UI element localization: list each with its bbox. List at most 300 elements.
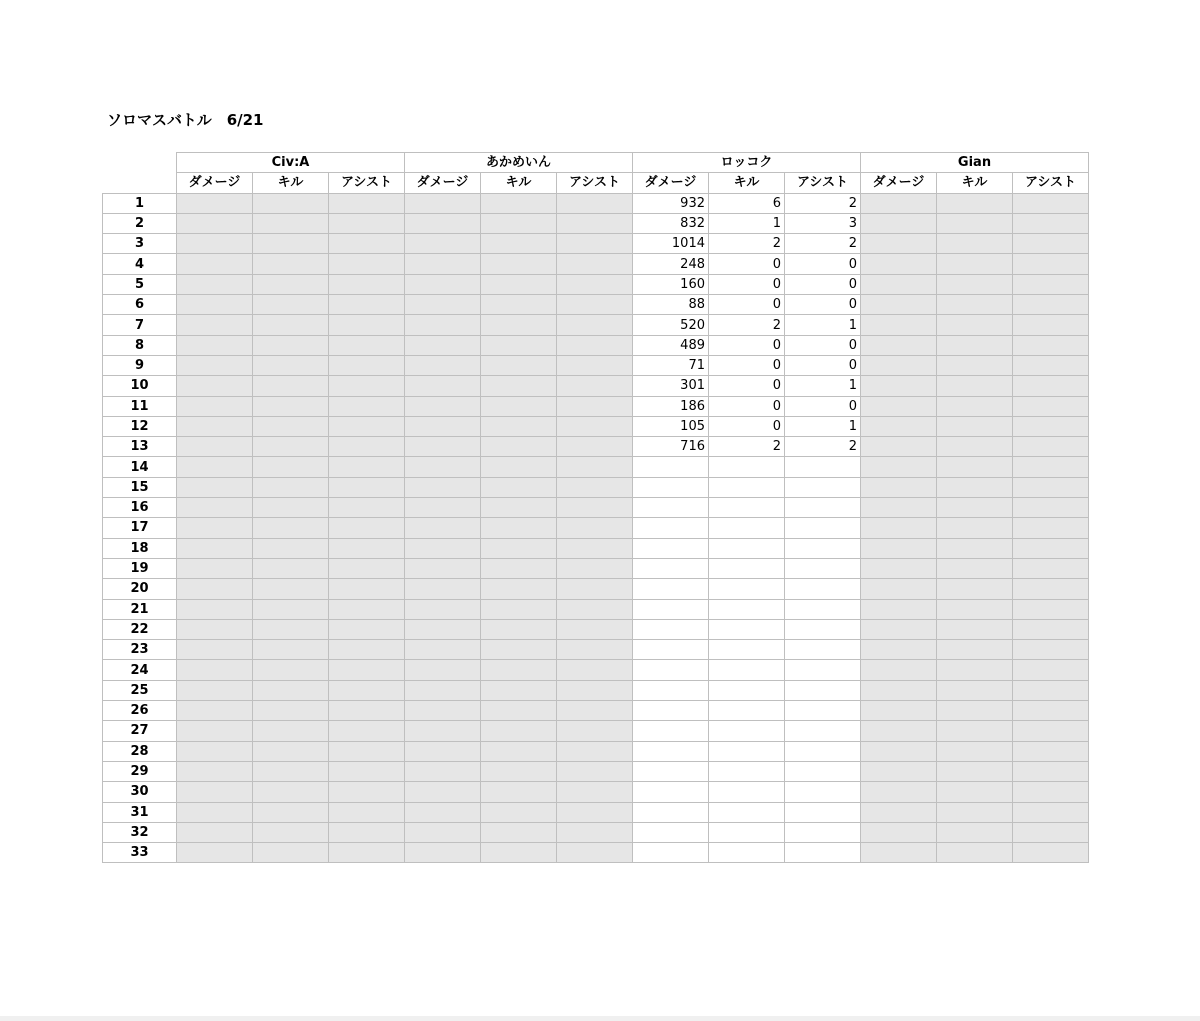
cell-shaded[interactable] — [861, 457, 937, 477]
cell-shaded[interactable] — [405, 579, 481, 599]
cell-assist[interactable]: 1 — [785, 315, 861, 335]
cell-shaded[interactable] — [861, 416, 937, 436]
cell-shaded[interactable] — [481, 761, 557, 781]
cell-shaded[interactable] — [405, 315, 481, 335]
cell-damage[interactable]: 301 — [633, 376, 709, 396]
cell-assist[interactable] — [785, 843, 861, 863]
cell-shaded[interactable] — [481, 599, 557, 619]
cell-shaded[interactable] — [481, 843, 557, 863]
cell-shaded[interactable] — [253, 498, 329, 518]
cell-shaded[interactable] — [177, 761, 253, 781]
cell-shaded[interactable] — [937, 416, 1013, 436]
cell-shaded[interactable] — [1013, 660, 1089, 680]
cell-shaded[interactable] — [1013, 254, 1089, 274]
cell-shaded[interactable] — [253, 721, 329, 741]
cell-shaded[interactable] — [937, 213, 1013, 233]
cell-shaded[interactable] — [937, 295, 1013, 315]
cell-shaded[interactable] — [329, 701, 405, 721]
cell-shaded[interactable] — [1013, 579, 1089, 599]
cell-damage[interactable] — [633, 782, 709, 802]
cell-shaded[interactable] — [177, 782, 253, 802]
cell-shaded[interactable] — [481, 640, 557, 660]
cell-shaded[interactable] — [177, 213, 253, 233]
cell-shaded[interactable] — [405, 498, 481, 518]
cell-shaded[interactable] — [1013, 843, 1089, 863]
cell-assist[interactable] — [785, 619, 861, 639]
cell-kill[interactable]: 0 — [709, 254, 785, 274]
cell-shaded[interactable] — [481, 538, 557, 558]
cell-damage[interactable] — [633, 518, 709, 538]
cell-shaded[interactable] — [937, 640, 1013, 660]
cell-kill[interactable] — [709, 822, 785, 842]
cell-shaded[interactable] — [177, 822, 253, 842]
cell-assist[interactable] — [785, 518, 861, 538]
cell-shaded[interactable] — [861, 376, 937, 396]
cell-shaded[interactable] — [405, 741, 481, 761]
cell-shaded[interactable] — [1013, 518, 1089, 538]
cell-shaded[interactable] — [937, 558, 1013, 578]
cell-shaded[interactable] — [861, 335, 937, 355]
cell-shaded[interactable] — [861, 558, 937, 578]
cell-shaded[interactable] — [177, 538, 253, 558]
cell-shaded[interactable] — [329, 741, 405, 761]
cell-shaded[interactable] — [861, 619, 937, 639]
cell-shaded[interactable] — [557, 802, 633, 822]
cell-shaded[interactable] — [937, 254, 1013, 274]
cell-shaded[interactable] — [405, 295, 481, 315]
cell-assist[interactable]: 0 — [785, 335, 861, 355]
cell-assist[interactable] — [785, 498, 861, 518]
cell-shaded[interactable] — [861, 701, 937, 721]
cell-shaded[interactable] — [405, 701, 481, 721]
cell-kill[interactable]: 2 — [709, 315, 785, 335]
cell-damage[interactable] — [633, 761, 709, 781]
cell-assist[interactable]: 1 — [785, 376, 861, 396]
cell-shaded[interactable] — [557, 619, 633, 639]
cell-shaded[interactable] — [253, 477, 329, 497]
cell-shaded[interactable] — [177, 518, 253, 538]
cell-damage[interactable] — [633, 660, 709, 680]
cell-shaded[interactable] — [937, 437, 1013, 457]
cell-shaded[interactable] — [1013, 274, 1089, 294]
cell-shaded[interactable] — [329, 477, 405, 497]
cell-shaded[interactable] — [861, 721, 937, 741]
cell-shaded[interactable] — [329, 376, 405, 396]
cell-shaded[interactable] — [253, 599, 329, 619]
cell-shaded[interactable] — [481, 680, 557, 700]
cell-shaded[interactable] — [177, 355, 253, 375]
cell-shaded[interactable] — [329, 416, 405, 436]
cell-shaded[interactable] — [557, 355, 633, 375]
cell-shaded[interactable] — [1013, 741, 1089, 761]
cell-shaded[interactable] — [861, 640, 937, 660]
cell-shaded[interactable] — [329, 355, 405, 375]
cell-shaded[interactable] — [1013, 640, 1089, 660]
cell-damage[interactable] — [633, 538, 709, 558]
cell-shaded[interactable] — [481, 802, 557, 822]
cell-shaded[interactable] — [557, 640, 633, 660]
cell-shaded[interactable] — [329, 437, 405, 457]
cell-shaded[interactable] — [405, 213, 481, 233]
cell-shaded[interactable] — [481, 558, 557, 578]
cell-shaded[interactable] — [405, 396, 481, 416]
cell-kill[interactable]: 0 — [709, 274, 785, 294]
cell-shaded[interactable] — [329, 518, 405, 538]
cell-assist[interactable] — [785, 741, 861, 761]
cell-shaded[interactable] — [557, 234, 633, 254]
cell-shaded[interactable] — [253, 761, 329, 781]
cell-shaded[interactable] — [405, 274, 481, 294]
cell-shaded[interactable] — [937, 660, 1013, 680]
cell-kill[interactable] — [709, 498, 785, 518]
cell-shaded[interactable] — [481, 315, 557, 335]
cell-kill[interactable] — [709, 761, 785, 781]
cell-shaded[interactable] — [329, 234, 405, 254]
cell-shaded[interactable] — [557, 295, 633, 315]
cell-shaded[interactable] — [177, 254, 253, 274]
cell-kill[interactable]: 0 — [709, 335, 785, 355]
cell-damage[interactable] — [633, 599, 709, 619]
cell-shaded[interactable] — [329, 213, 405, 233]
cell-damage[interactable]: 160 — [633, 274, 709, 294]
cell-shaded[interactable] — [177, 619, 253, 639]
cell-shaded[interactable] — [177, 498, 253, 518]
cell-shaded[interactable] — [481, 822, 557, 842]
cell-shaded[interactable] — [557, 680, 633, 700]
cell-shaded[interactable] — [253, 437, 329, 457]
cell-shaded[interactable] — [1013, 680, 1089, 700]
cell-shaded[interactable] — [557, 579, 633, 599]
cell-shaded[interactable] — [405, 477, 481, 497]
cell-shaded[interactable] — [937, 782, 1013, 802]
cell-kill[interactable] — [709, 802, 785, 822]
cell-shaded[interactable] — [329, 335, 405, 355]
cell-shaded[interactable] — [557, 396, 633, 416]
cell-assist[interactable] — [785, 599, 861, 619]
cell-shaded[interactable] — [253, 254, 329, 274]
cell-shaded[interactable] — [405, 234, 481, 254]
cell-kill[interactable] — [709, 721, 785, 741]
cell-shaded[interactable] — [177, 579, 253, 599]
cell-shaded[interactable] — [557, 599, 633, 619]
cell-shaded[interactable] — [1013, 822, 1089, 842]
cell-shaded[interactable] — [329, 619, 405, 639]
cell-damage[interactable]: 248 — [633, 254, 709, 274]
cell-shaded[interactable] — [405, 761, 481, 781]
cell-shaded[interactable] — [861, 579, 937, 599]
cell-shaded[interactable] — [557, 335, 633, 355]
cell-shaded[interactable] — [557, 315, 633, 335]
cell-shaded[interactable] — [1013, 335, 1089, 355]
cell-shaded[interactable] — [253, 416, 329, 436]
cell-shaded[interactable] — [557, 416, 633, 436]
cell-assist[interactable] — [785, 721, 861, 741]
cell-shaded[interactable] — [253, 274, 329, 294]
cell-shaded[interactable] — [329, 254, 405, 274]
cell-damage[interactable]: 489 — [633, 335, 709, 355]
cell-shaded[interactable] — [177, 274, 253, 294]
cell-shaded[interactable] — [405, 416, 481, 436]
cell-shaded[interactable] — [937, 457, 1013, 477]
cell-shaded[interactable] — [405, 437, 481, 457]
cell-shaded[interactable] — [937, 599, 1013, 619]
cell-damage[interactable] — [633, 579, 709, 599]
cell-shaded[interactable] — [253, 335, 329, 355]
cell-shaded[interactable] — [177, 701, 253, 721]
cell-shaded[interactable] — [177, 193, 253, 213]
cell-shaded[interactable] — [557, 660, 633, 680]
cell-assist[interactable] — [785, 782, 861, 802]
cell-shaded[interactable] — [405, 721, 481, 741]
cell-shaded[interactable] — [861, 315, 937, 335]
cell-shaded[interactable] — [405, 599, 481, 619]
cell-shaded[interactable] — [861, 741, 937, 761]
cell-kill[interactable] — [709, 538, 785, 558]
cell-shaded[interactable] — [557, 193, 633, 213]
cell-shaded[interactable] — [557, 437, 633, 457]
cell-shaded[interactable] — [861, 437, 937, 457]
cell-shaded[interactable] — [177, 843, 253, 863]
cell-shaded[interactable] — [177, 599, 253, 619]
cell-shaded[interactable] — [177, 721, 253, 741]
cell-damage[interactable] — [633, 843, 709, 863]
cell-shaded[interactable] — [557, 741, 633, 761]
cell-shaded[interactable] — [177, 396, 253, 416]
cell-kill[interactable] — [709, 782, 785, 802]
cell-shaded[interactable] — [253, 376, 329, 396]
cell-shaded[interactable] — [481, 498, 557, 518]
cell-kill[interactable] — [709, 477, 785, 497]
cell-shaded[interactable] — [557, 213, 633, 233]
cell-kill[interactable]: 0 — [709, 376, 785, 396]
cell-shaded[interactable] — [1013, 538, 1089, 558]
cell-shaded[interactable] — [481, 193, 557, 213]
cell-damage[interactable]: 71 — [633, 355, 709, 375]
cell-shaded[interactable] — [1013, 396, 1089, 416]
cell-shaded[interactable] — [937, 396, 1013, 416]
cell-shaded[interactable] — [329, 721, 405, 741]
cell-damage[interactable]: 186 — [633, 396, 709, 416]
cell-shaded[interactable] — [405, 538, 481, 558]
cell-shaded[interactable] — [937, 477, 1013, 497]
cell-shaded[interactable] — [405, 619, 481, 639]
cell-kill[interactable] — [709, 518, 785, 538]
cell-shaded[interactable] — [329, 782, 405, 802]
cell-shaded[interactable] — [405, 660, 481, 680]
cell-shaded[interactable] — [481, 396, 557, 416]
cell-shaded[interactable] — [329, 193, 405, 213]
cell-assist[interactable] — [785, 680, 861, 700]
cell-kill[interactable]: 2 — [709, 437, 785, 457]
cell-shaded[interactable] — [861, 538, 937, 558]
cell-shaded[interactable] — [1013, 457, 1089, 477]
cell-shaded[interactable] — [557, 457, 633, 477]
cell-shaded[interactable] — [557, 274, 633, 294]
cell-assist[interactable] — [785, 802, 861, 822]
cell-shaded[interactable] — [253, 457, 329, 477]
cell-assist[interactable] — [785, 579, 861, 599]
cell-shaded[interactable] — [177, 477, 253, 497]
cell-shaded[interactable] — [861, 843, 937, 863]
cell-shaded[interactable] — [1013, 599, 1089, 619]
cell-shaded[interactable] — [481, 477, 557, 497]
cell-shaded[interactable] — [861, 599, 937, 619]
cell-shaded[interactable] — [557, 254, 633, 274]
cell-assist[interactable] — [785, 822, 861, 842]
cell-shaded[interactable] — [1013, 376, 1089, 396]
cell-shaded[interactable] — [329, 761, 405, 781]
cell-shaded[interactable] — [253, 843, 329, 863]
cell-shaded[interactable] — [177, 437, 253, 457]
cell-shaded[interactable] — [937, 274, 1013, 294]
cell-shaded[interactable] — [177, 680, 253, 700]
cell-shaded[interactable] — [253, 579, 329, 599]
cell-kill[interactable]: 2 — [709, 234, 785, 254]
cell-shaded[interactable] — [1013, 802, 1089, 822]
cell-shaded[interactable] — [1013, 477, 1089, 497]
cell-shaded[interactable] — [861, 234, 937, 254]
cell-shaded[interactable] — [861, 782, 937, 802]
cell-damage[interactable]: 105 — [633, 416, 709, 436]
cell-shaded[interactable] — [405, 822, 481, 842]
cell-shaded[interactable] — [481, 619, 557, 639]
cell-kill[interactable]: 0 — [709, 355, 785, 375]
cell-kill[interactable] — [709, 701, 785, 721]
cell-shaded[interactable] — [937, 376, 1013, 396]
cell-shaded[interactable] — [329, 822, 405, 842]
cell-shaded[interactable] — [177, 457, 253, 477]
cell-assist[interactable] — [785, 660, 861, 680]
cell-shaded[interactable] — [405, 335, 481, 355]
cell-shaded[interactable] — [253, 822, 329, 842]
cell-shaded[interactable] — [405, 376, 481, 396]
cell-shaded[interactable] — [405, 457, 481, 477]
cell-shaded[interactable] — [481, 234, 557, 254]
cell-damage[interactable] — [633, 741, 709, 761]
cell-kill[interactable]: 0 — [709, 396, 785, 416]
cell-shaded[interactable] — [1013, 782, 1089, 802]
cell-shaded[interactable] — [557, 498, 633, 518]
cell-assist[interactable] — [785, 761, 861, 781]
cell-damage[interactable]: 88 — [633, 295, 709, 315]
cell-shaded[interactable] — [481, 721, 557, 741]
cell-shaded[interactable] — [405, 193, 481, 213]
cell-shaded[interactable] — [1013, 234, 1089, 254]
cell-shaded[interactable] — [177, 640, 253, 660]
cell-shaded[interactable] — [329, 660, 405, 680]
cell-shaded[interactable] — [861, 802, 937, 822]
cell-kill[interactable] — [709, 457, 785, 477]
cell-shaded[interactable] — [937, 315, 1013, 335]
cell-shaded[interactable] — [861, 761, 937, 781]
cell-assist[interactable]: 2 — [785, 193, 861, 213]
cell-shaded[interactable] — [329, 295, 405, 315]
cell-shaded[interactable] — [481, 376, 557, 396]
cell-kill[interactable] — [709, 579, 785, 599]
cell-shaded[interactable] — [937, 193, 1013, 213]
cell-shaded[interactable] — [253, 741, 329, 761]
cell-damage[interactable]: 932 — [633, 193, 709, 213]
cell-shaded[interactable] — [177, 315, 253, 335]
cell-shaded[interactable] — [1013, 619, 1089, 639]
cell-assist[interactable]: 0 — [785, 295, 861, 315]
cell-shaded[interactable] — [861, 193, 937, 213]
cell-shaded[interactable] — [481, 457, 557, 477]
cell-damage[interactable] — [633, 640, 709, 660]
cell-shaded[interactable] — [1013, 721, 1089, 741]
cell-shaded[interactable] — [1013, 761, 1089, 781]
cell-damage[interactable] — [633, 498, 709, 518]
cell-shaded[interactable] — [177, 335, 253, 355]
cell-shaded[interactable] — [861, 396, 937, 416]
cell-shaded[interactable] — [861, 254, 937, 274]
cell-shaded[interactable] — [1013, 193, 1089, 213]
cell-shaded[interactable] — [557, 538, 633, 558]
cell-shaded[interactable] — [481, 213, 557, 233]
cell-shaded[interactable] — [329, 274, 405, 294]
cell-shaded[interactable] — [861, 822, 937, 842]
cell-shaded[interactable] — [481, 254, 557, 274]
cell-shaded[interactable] — [557, 518, 633, 538]
cell-shaded[interactable] — [481, 437, 557, 457]
cell-shaded[interactable] — [405, 680, 481, 700]
cell-shaded[interactable] — [253, 538, 329, 558]
cell-assist[interactable]: 3 — [785, 213, 861, 233]
cell-damage[interactable] — [633, 457, 709, 477]
cell-assist[interactable]: 0 — [785, 355, 861, 375]
cell-shaded[interactable] — [177, 295, 253, 315]
cell-shaded[interactable] — [329, 558, 405, 578]
cell-shaded[interactable] — [557, 558, 633, 578]
cell-damage[interactable] — [633, 721, 709, 741]
cell-shaded[interactable] — [481, 579, 557, 599]
cell-shaded[interactable] — [405, 518, 481, 538]
cell-damage[interactable]: 716 — [633, 437, 709, 457]
cell-shaded[interactable] — [937, 335, 1013, 355]
cell-shaded[interactable] — [481, 274, 557, 294]
cell-shaded[interactable] — [481, 355, 557, 375]
cell-kill[interactable] — [709, 619, 785, 639]
cell-shaded[interactable] — [481, 335, 557, 355]
cell-shaded[interactable] — [253, 234, 329, 254]
cell-shaded[interactable] — [557, 477, 633, 497]
cell-shaded[interactable] — [937, 802, 1013, 822]
cell-shaded[interactable] — [937, 579, 1013, 599]
cell-shaded[interactable] — [177, 558, 253, 578]
cell-shaded[interactable] — [329, 538, 405, 558]
cell-shaded[interactable] — [253, 782, 329, 802]
cell-kill[interactable] — [709, 640, 785, 660]
cell-assist[interactable]: 2 — [785, 437, 861, 457]
cell-kill[interactable] — [709, 599, 785, 619]
cell-assist[interactable]: 1 — [785, 416, 861, 436]
cell-shaded[interactable] — [177, 376, 253, 396]
cell-shaded[interactable] — [253, 193, 329, 213]
cell-shaded[interactable] — [861, 274, 937, 294]
cell-kill[interactable] — [709, 660, 785, 680]
cell-shaded[interactable] — [329, 599, 405, 619]
cell-shaded[interactable] — [177, 416, 253, 436]
cell-shaded[interactable] — [557, 701, 633, 721]
cell-shaded[interactable] — [937, 701, 1013, 721]
cell-shaded[interactable] — [405, 843, 481, 863]
cell-shaded[interactable] — [329, 457, 405, 477]
cell-shaded[interactable] — [329, 498, 405, 518]
cell-damage[interactable] — [633, 822, 709, 842]
cell-shaded[interactable] — [1013, 213, 1089, 233]
cell-shaded[interactable] — [253, 660, 329, 680]
cell-assist[interactable]: 0 — [785, 396, 861, 416]
